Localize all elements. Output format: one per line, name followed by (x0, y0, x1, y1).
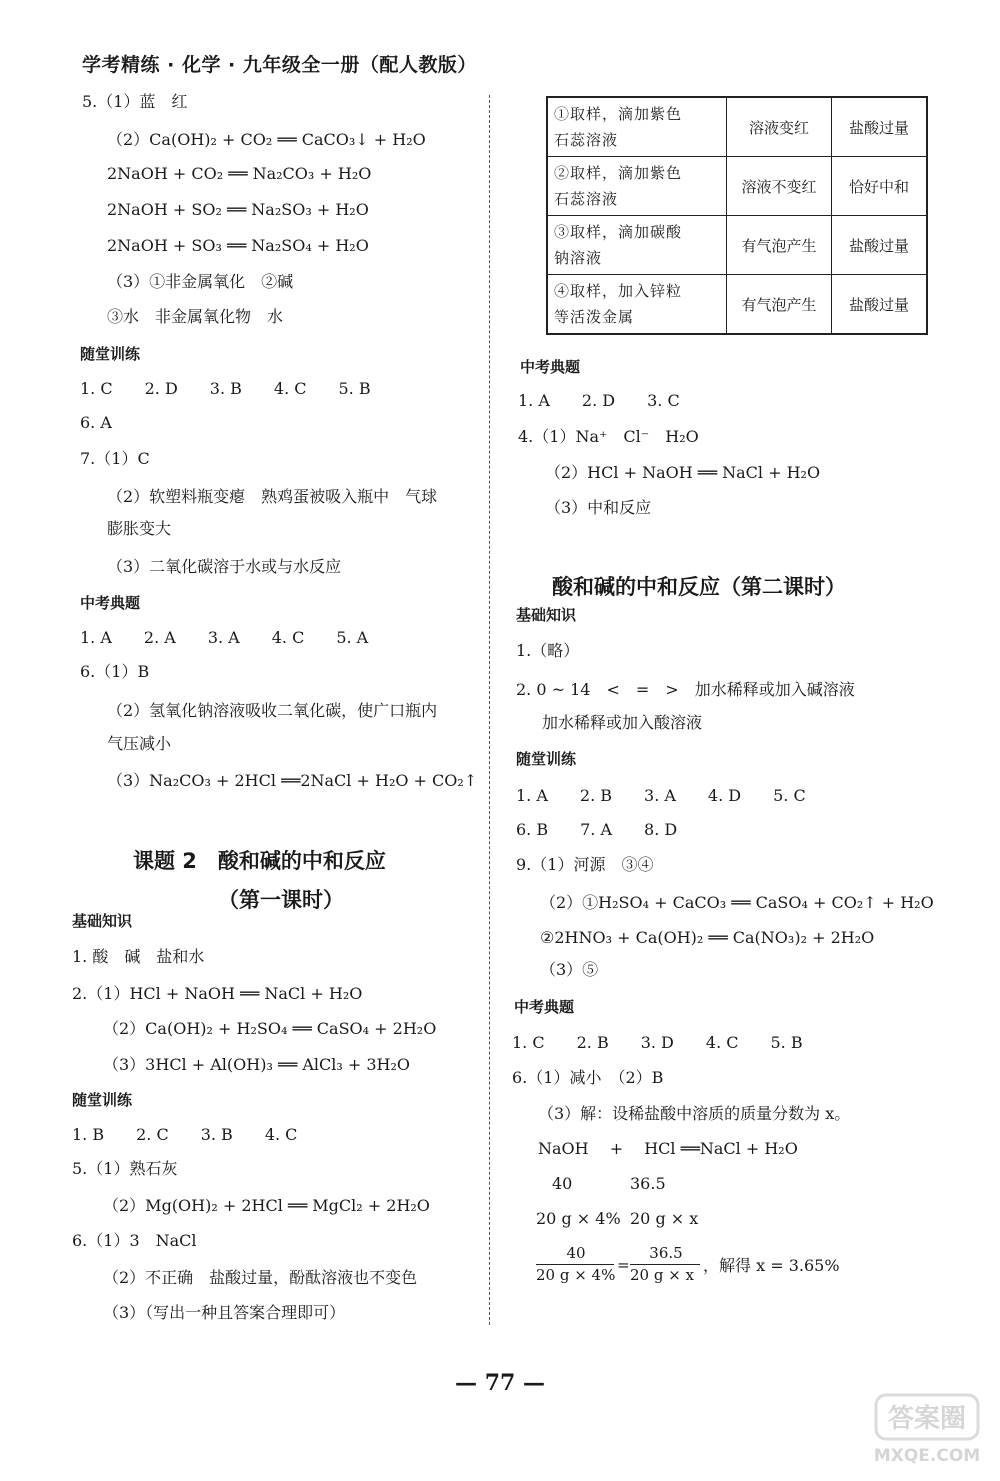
column-divider (489, 95, 490, 1325)
lesson-title: 课题 2 酸和碱的中和反应 (133, 849, 386, 873)
answer-line: 6.（1）3 NaCl (72, 1231, 197, 1250)
answer-line: （2）①H₂SO₄ + CaCO₃ ══ CaSO₄ + CO₂↑ + H₂O (540, 893, 934, 912)
section-heading: 随堂训练 (516, 750, 577, 768)
section-heading: 中考典题 (520, 358, 581, 376)
lesson-subtitle: （第一课时） (218, 888, 344, 912)
section-heading: 随堂训练 (80, 345, 141, 363)
molar-mass: 36.5 (630, 1174, 666, 1193)
section-heading: 中考典题 (80, 594, 141, 612)
answer-line: 加水稀释或加入酸溶液 (542, 713, 703, 732)
answer-line: 9.（1）河源 ③④ (516, 855, 654, 874)
fraction-bar (630, 1264, 700, 1265)
lesson-title: 酸和碱的中和反应（第二课时） (552, 575, 846, 599)
svg-text:MXQE.COM: MXQE.COM (873, 1446, 981, 1466)
answer-line: （2）不正确 盐酸过量，酚酞溶液也不变色 (103, 1268, 418, 1287)
fraction-denominator: 20 g × 4% (536, 1266, 616, 1284)
answer-line: 6. B 7. A 8. D (516, 820, 678, 839)
phenomenon-cell: 溶液变红 (727, 97, 832, 157)
answer-line: 7.（1）C (80, 449, 150, 468)
answer-line: （3）中和反应 (545, 498, 652, 517)
svg-text:答案圈: 答案圈 (887, 1404, 967, 1434)
table-row (547, 157, 927, 216)
operation-cell (547, 275, 727, 335)
answer-line: 1. 酸 碱 盐和水 (72, 947, 205, 966)
table-row (547, 97, 927, 157)
section-heading: 基础知识 (72, 912, 133, 930)
solution-result: ，解得 x = 3.65% (703, 1256, 840, 1275)
section-heading: 基础知识 (516, 606, 577, 624)
answer-line: 1. B 2. C 3. B 4. C (72, 1125, 298, 1144)
phenomenon-cell: 有气泡产生 (727, 216, 832, 275)
phenomenon-cell: 有气泡产生 (727, 275, 832, 335)
answer-line: （3）（写出一种且答案合理即可） (103, 1303, 346, 1322)
experiment-table (546, 96, 928, 335)
answer-line: 膨胀变大 (107, 519, 172, 538)
conclusion-cell: 盐酸过量 (832, 216, 928, 275)
answer-line: 1. C 2. D 3. B 4. C 5. B (80, 379, 371, 398)
answer-line: （2）HCl + NaOH ══ NaCl + H₂O (545, 463, 821, 482)
answer-line: ②2HNO₃ + Ca(OH)₂ ══ Ca(NO₃)₂ + 2H₂O (540, 928, 875, 947)
operation-cell (547, 97, 727, 157)
equation-line: NaOH + HCl ══NaCl + H₂O (538, 1139, 798, 1158)
operation-cell (547, 157, 727, 216)
answer-line: （2）氢氧化钠溶液吸收二氧化碳，使广口瓶内 (107, 701, 438, 720)
answer-line: 2.（1）HCl + NaOH ══ NaCl + H₂O (72, 984, 363, 1003)
fraction-numerator: 40 (566, 1244, 586, 1262)
answer-line: （2）Ca(OH)₂ + H₂SO₄ ══ CaSO₄ + 2H₂O (103, 1019, 437, 1038)
mass-expression: 20 g × 4% (536, 1209, 621, 1228)
answer-line: 6. A (80, 413, 112, 432)
answer-line: （3）⑤ (540, 960, 599, 979)
table-row (547, 275, 927, 335)
answer-line: 1. A 2. A 3. A 4. C 5. A (80, 628, 369, 647)
operation-cell (547, 216, 727, 275)
answer-line: 1. A 2. D 3. C (518, 391, 680, 410)
section-heading: 中考典题 (514, 998, 575, 1016)
operation-text: ②取样，滴加紫色 (554, 164, 683, 182)
page-number: — 77 — (455, 1370, 545, 1396)
conclusion-cell: 恰好中和 (832, 157, 928, 216)
section-heading: 随堂训练 (72, 1091, 133, 1109)
operation-text: 等活泼金属 (554, 308, 635, 326)
answer-line: 2NaOH + SO₂ ══ Na₂SO₃ + H₂O (107, 200, 369, 219)
answer-line: 5.（1）蓝 红 (82, 92, 188, 111)
answer-line: （2）Mg(OH)₂ + 2HCl ══ MgCl₂ + 2H₂O (103, 1196, 430, 1215)
answer-line: 6.（1）B (80, 662, 150, 681)
answer-line: （2）软塑料瓶变瘪 熟鸡蛋被吸入瓶中 气球 (107, 487, 438, 506)
answer-line: （3）二氧化碳溶于水或与水反应 (107, 557, 342, 576)
answer-line: 2NaOH + CO₂ ══ Na₂CO₃ + H₂O (107, 164, 372, 183)
conclusion-cell: 盐酸过量 (832, 97, 928, 157)
operation-text: 石蕊溶液 (554, 190, 619, 208)
operation-text: ④取样，加入锌粒 (554, 282, 683, 300)
fraction-bar (536, 1264, 614, 1265)
answer-line: 1. A 2. B 3. A 4. D 5. C (516, 786, 806, 805)
fraction-denominator: 20 g × x (630, 1266, 695, 1284)
fraction-numerator: 36.5 (649, 1244, 683, 1262)
operation-text: ③取样，滴加碳酸 (554, 223, 683, 241)
answer-line: （3）解：设稀盐酸中溶质的质量分数为 x。 (538, 1104, 851, 1123)
mass-expression: 20 g × x (630, 1209, 699, 1228)
answer-line: 2. 0 ~ 14 < = > 加水稀释或加入碱溶液 (516, 680, 855, 699)
answer-line: 1. C 2. B 3. D 4. C 5. B (512, 1033, 803, 1052)
answer-line: 2NaOH + SO₃ ══ Na₂SO₄ + H₂O (107, 236, 369, 255)
answer-line: 1.（略） (516, 641, 580, 660)
answer-line: ③水 非金属氧化物 水 (107, 307, 284, 326)
table-row (547, 216, 927, 275)
operation-text: 石蕊溶液 (554, 131, 619, 149)
answer-line: 气压减小 (107, 734, 172, 753)
answer-line: （3）Na₂CO₃ + 2HCl ══2NaCl + H₂O + CO₂↑ (107, 771, 478, 790)
operation-text: ①取样，滴加紫色 (554, 105, 683, 123)
answer-line: （2）Ca(OH)₂ + CO₂ ══ CaCO₃↓ + H₂O (107, 130, 426, 149)
watermark-logo (872, 1391, 982, 1469)
conclusion-cell: 盐酸过量 (832, 275, 928, 335)
page-header: 学考精练 · 化学 · 九年级全一册（配人教版） (82, 54, 477, 76)
answer-line: 4.（1）Na⁺ Cl⁻ H₂O (518, 427, 699, 446)
phenomenon-cell: 溶液不变红 (727, 157, 832, 216)
answer-line: （3）①非金属氧化 ②碱 (107, 272, 294, 291)
operation-text: 钠溶液 (554, 249, 603, 267)
answer-line: （3）3HCl + Al(OH)₃ ══ AlCl₃ + 3H₂O (103, 1055, 411, 1074)
answer-line: 6.（1）减小 （2）B (512, 1068, 664, 1087)
molar-mass: 40 (552, 1174, 573, 1193)
equals-sign: = (617, 1256, 630, 1274)
answer-line: 5.（1）熟石灰 (72, 1159, 178, 1178)
